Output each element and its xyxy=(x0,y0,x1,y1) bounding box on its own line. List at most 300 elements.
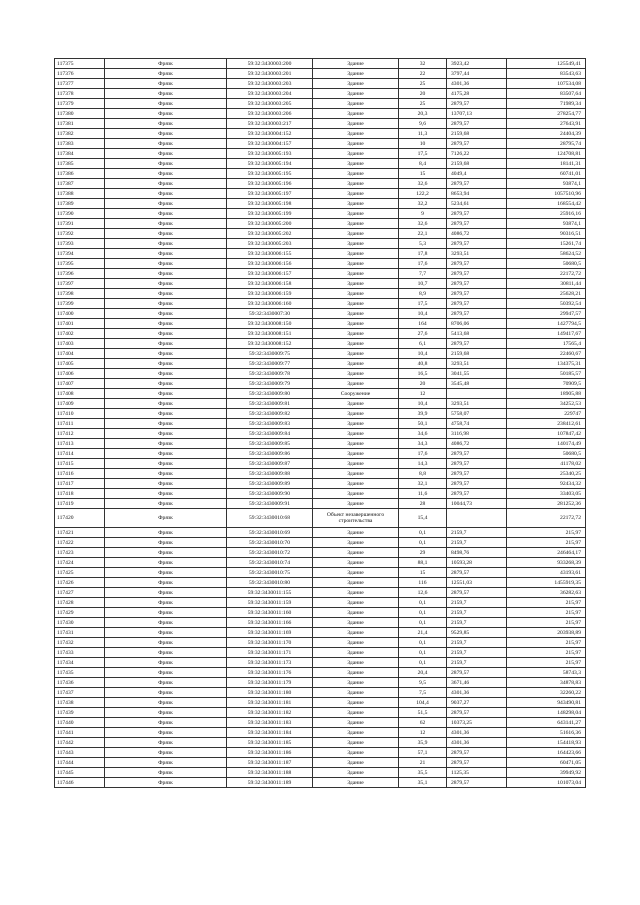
object-type-cell: Здание xyxy=(313,399,399,409)
object-type-cell: Здание xyxy=(313,528,399,538)
value-cell: 58624,52 xyxy=(507,249,586,259)
cadastral-number-cell: 59:32:3430005:202 xyxy=(227,229,313,239)
value-cell: 18905,88 xyxy=(507,389,586,399)
table-row xyxy=(55,219,586,229)
rate-cell: 2159,7 xyxy=(447,618,507,628)
object-type-cell: Здание xyxy=(313,568,399,578)
district-cell: Фрязк xyxy=(105,778,227,788)
area-cell: 116 xyxy=(399,578,447,588)
rate-cell: 2879,57 xyxy=(447,778,507,788)
cadastral-number-cell: 59:32:3430011:186 xyxy=(227,748,313,758)
value-cell: 154418,93 xyxy=(507,738,586,748)
row-id-cell: 117443 xyxy=(55,748,105,758)
object-type-cell: Здание xyxy=(313,319,399,329)
row-id-cell: 117395 xyxy=(55,259,105,269)
area-cell: 32,6 xyxy=(399,219,447,229)
cadastral-number-cell: 59:32:3430009:83 xyxy=(227,419,313,429)
object-type-cell: Здание xyxy=(313,608,399,618)
value-cell: 70909,5 xyxy=(507,379,586,389)
district-cell: Фрязк xyxy=(105,159,227,169)
row-id-cell: 117394 xyxy=(55,249,105,259)
rate-cell: 2159,7 xyxy=(447,648,507,658)
cadastral-number-cell: 59:32:3430011:166 xyxy=(227,618,313,628)
district-cell: Фрязк xyxy=(105,229,227,239)
row-id-cell: 117412 xyxy=(55,429,105,439)
row-id-cell: 117434 xyxy=(55,658,105,668)
value-cell: 229747 xyxy=(507,409,586,419)
area-cell: 21,4 xyxy=(399,628,447,638)
table-row xyxy=(55,329,586,339)
cadastral-number-cell: 59:32:3430003:200 xyxy=(227,59,313,69)
area-cell: 10,4 xyxy=(399,309,447,319)
value-cell: 215,97 xyxy=(507,598,586,608)
district-cell: Фрязк xyxy=(105,578,227,588)
district-cell: Фрязк xyxy=(105,718,227,728)
cadastral-number-cell: 59:32:3430011:173 xyxy=(227,658,313,668)
rate-cell: 4301,36 xyxy=(447,728,507,738)
rate-cell: 9529,85 xyxy=(447,628,507,638)
row-id-cell: 117423 xyxy=(55,548,105,558)
district-cell: Фрязк xyxy=(105,568,227,578)
object-type-cell: Здание xyxy=(313,209,399,219)
object-type-cell: Объект незавершенного строительства xyxy=(313,509,399,528)
rate-cell: 10044,73 xyxy=(447,499,507,509)
area-cell: 8,9 xyxy=(399,289,447,299)
value-cell: 1057510,96 xyxy=(507,189,586,199)
object-type-cell: Здание xyxy=(313,678,399,688)
value-cell: 34878,83 xyxy=(507,678,586,688)
object-type-cell: Здание xyxy=(313,618,399,628)
district-cell: Фрязк xyxy=(105,618,227,628)
rate-cell: 4758,74 xyxy=(447,419,507,429)
rate-cell: 2879,57 xyxy=(447,309,507,319)
object-type-cell: Здание xyxy=(313,299,399,309)
table-row xyxy=(55,479,586,489)
row-id-cell: 117422 xyxy=(55,538,105,548)
table-row xyxy=(55,69,586,79)
value-cell: 124708,81 xyxy=(507,149,586,159)
cadastral-number-cell: 59:32:3430010:69 xyxy=(227,528,313,538)
cadastral-number-cell: 59:32:3430009:85 xyxy=(227,439,313,449)
value-cell: 41178,02 xyxy=(507,459,586,469)
row-id-cell: 117439 xyxy=(55,708,105,718)
table-row xyxy=(55,469,586,479)
object-type-cell: Здание xyxy=(313,99,399,109)
area-cell: 17,5 xyxy=(399,299,447,309)
value-cell: 215,97 xyxy=(507,658,586,668)
district-cell: Фрязк xyxy=(105,399,227,409)
area-cell: 11,3 xyxy=(399,129,447,139)
district-cell: Фрязк xyxy=(105,319,227,329)
row-id-cell: 117426 xyxy=(55,578,105,588)
district-cell: Фрязк xyxy=(105,678,227,688)
value-cell: 50185,57 xyxy=(507,369,586,379)
area-cell: 22 xyxy=(399,69,447,79)
area-cell: 10,4 xyxy=(399,399,447,409)
rate-cell: 2159,7 xyxy=(447,528,507,538)
value-cell: 60471,05 xyxy=(507,758,586,768)
object-type-cell: Здание xyxy=(313,748,399,758)
area-cell: 10 xyxy=(399,139,447,149)
district-cell: Фрязк xyxy=(105,219,227,229)
district-cell: Фрязк xyxy=(105,379,227,389)
table-row xyxy=(55,449,586,459)
object-type-cell: Здание xyxy=(313,628,399,638)
district-cell: Фрязк xyxy=(105,538,227,548)
district-cell: Фрязк xyxy=(105,369,227,379)
rate-cell: 8706,06 xyxy=(447,319,507,329)
value-cell: 933268,39 xyxy=(507,558,586,568)
object-type-cell: Здание xyxy=(313,359,399,369)
rate-cell xyxy=(447,509,507,528)
table-row xyxy=(55,728,586,738)
table-row xyxy=(55,748,586,758)
table-row xyxy=(55,389,586,399)
table-row xyxy=(55,558,586,568)
district-cell: Фрязк xyxy=(105,69,227,79)
row-id-cell: 117420 xyxy=(55,509,105,528)
row-id-cell: 117404 xyxy=(55,349,105,359)
table-row xyxy=(55,79,586,89)
object-type-cell: Здание xyxy=(313,688,399,698)
cadastral-number-cell: 59:32:3430008:152 xyxy=(227,339,313,349)
object-type-cell: Здание xyxy=(313,149,399,159)
row-id-cell: 117387 xyxy=(55,179,105,189)
value-cell: 1455919,35 xyxy=(507,578,586,588)
table-row xyxy=(55,199,586,209)
district-cell: Фрязк xyxy=(105,768,227,778)
table-row xyxy=(55,708,586,718)
table-row xyxy=(55,159,586,169)
row-id-cell: 117432 xyxy=(55,638,105,648)
area-cell: 122,2 xyxy=(399,189,447,199)
rate-cell: 3116,98 xyxy=(447,429,507,439)
row-id-cell: 117442 xyxy=(55,738,105,748)
row-id-cell: 117408 xyxy=(55,389,105,399)
area-cell: 35,9 xyxy=(399,738,447,748)
table-row xyxy=(55,259,586,269)
cadastral-number-cell: 59:32:3430006:158 xyxy=(227,279,313,289)
rate-cell: 4049,4 xyxy=(447,169,507,179)
cadastral-number-cell: 59:32:3430009:80 xyxy=(227,389,313,399)
area-cell: 0,1 xyxy=(399,618,447,628)
row-id-cell: 117383 xyxy=(55,139,105,149)
rate-cell: 4301,36 xyxy=(447,688,507,698)
object-type-cell: Здание xyxy=(313,259,399,269)
value-cell: 27643,91 xyxy=(507,119,586,129)
rate-cell: 3797,44 xyxy=(447,69,507,79)
area-cell: 88,1 xyxy=(399,558,447,568)
cadastral-number-cell: 59:32:3430011:187 xyxy=(227,758,313,768)
cadastral-number-cell: 59:32:3430011:182 xyxy=(227,708,313,718)
table-row xyxy=(55,119,586,129)
row-id-cell: 117389 xyxy=(55,199,105,209)
table-row xyxy=(55,588,586,598)
rate-cell: 2159,68 xyxy=(447,349,507,359)
row-id-cell: 117433 xyxy=(55,648,105,658)
value-cell: 92434,32 xyxy=(507,479,586,489)
rate-cell: 2159,7 xyxy=(447,638,507,648)
table-row xyxy=(55,349,586,359)
district-cell: Фрязк xyxy=(105,79,227,89)
rate-cell: 5758,07 xyxy=(447,409,507,419)
value-cell: 93874,1 xyxy=(507,219,586,229)
cadastral-number-cell: 59:32:3430011:180 xyxy=(227,688,313,698)
district-cell: Фрязк xyxy=(105,499,227,509)
rate-cell: 2879,57 xyxy=(447,119,507,129)
district-cell: Фрязк xyxy=(105,439,227,449)
cadastral-number-cell: 59:32:3430011:185 xyxy=(227,738,313,748)
cadastral-number-cell: 59:32:3430009:81 xyxy=(227,399,313,409)
district-cell: Фрязк xyxy=(105,509,227,528)
value-cell: 50680,5 xyxy=(507,259,586,269)
table-row xyxy=(55,239,586,249)
district-cell: Фрязк xyxy=(105,329,227,339)
district-cell: Фрязк xyxy=(105,558,227,568)
district-cell: Фрязк xyxy=(105,59,227,69)
value-cell: 25916,16 xyxy=(507,209,586,219)
row-id-cell: 117414 xyxy=(55,449,105,459)
area-cell: 21 xyxy=(399,758,447,768)
row-id-cell: 117427 xyxy=(55,588,105,598)
cadastral-number-cell: 59:32:3430005:194 xyxy=(227,159,313,169)
area-cell: 20 xyxy=(399,89,447,99)
table-row xyxy=(55,289,586,299)
object-type-cell: Здание xyxy=(313,369,399,379)
rate-cell: 3293,51 xyxy=(447,399,507,409)
object-type-cell: Здание xyxy=(313,179,399,189)
area-cell: 12,6 xyxy=(399,588,447,598)
cadastral-number-cell: 59:32:3430011:176 xyxy=(227,668,313,678)
rate-cell: 2879,57 xyxy=(447,449,507,459)
object-type-cell: Здание xyxy=(313,638,399,648)
area-cell: 0,1 xyxy=(399,598,447,608)
district-cell: Фрязк xyxy=(105,409,227,419)
cadastral-number-cell: 59:32:3430011:188 xyxy=(227,768,313,778)
cadastral-number-cell: 59:32:3430005:203 xyxy=(227,239,313,249)
district-cell: Фрязк xyxy=(105,419,227,429)
object-type-cell: Здание xyxy=(313,409,399,419)
row-id-cell: 117380 xyxy=(55,109,105,119)
row-id-cell: 117425 xyxy=(55,568,105,578)
district-cell: Фрязк xyxy=(105,339,227,349)
object-type-cell: Здание xyxy=(313,429,399,439)
district-cell: Фрязк xyxy=(105,279,227,289)
cadastral-number-cell: 59:32:3430011:169 xyxy=(227,628,313,638)
value-cell: 149417,67 xyxy=(507,329,586,339)
area-cell: 17,8 xyxy=(399,249,447,259)
table-row xyxy=(55,439,586,449)
rate-cell: 2879,57 xyxy=(447,668,507,678)
cadastral-number-cell: 59:32:3430009:84 xyxy=(227,429,313,439)
rate-cell: 2879,57 xyxy=(447,339,507,349)
area-cell: 5,3 xyxy=(399,239,447,249)
rate-cell: 4301,36 xyxy=(447,738,507,748)
district-cell: Фрязк xyxy=(105,588,227,598)
district-cell: Фрязк xyxy=(105,738,227,748)
object-type-cell: Здание xyxy=(313,758,399,768)
object-type-cell: Здание xyxy=(313,469,399,479)
value-cell: 215,97 xyxy=(507,648,586,658)
row-id-cell: 117429 xyxy=(55,608,105,618)
object-type-cell: Здание xyxy=(313,279,399,289)
object-type-cell: Здание xyxy=(313,379,399,389)
row-id-cell: 117377 xyxy=(55,79,105,89)
district-cell: Фрязк xyxy=(105,598,227,608)
table-row xyxy=(55,269,586,279)
object-type-cell: Здание xyxy=(313,778,399,788)
row-id-cell: 117405 xyxy=(55,359,105,369)
row-id-cell: 117411 xyxy=(55,419,105,429)
object-type-cell: Здание xyxy=(313,558,399,568)
object-type-cell: Здание xyxy=(313,249,399,259)
cadastral-number-cell: 59:32:3430009:78 xyxy=(227,369,313,379)
area-cell: 9,6 xyxy=(399,119,447,129)
district-cell: Фрязк xyxy=(105,658,227,668)
rate-cell: 13707,13 xyxy=(447,109,507,119)
object-type-cell: Здание xyxy=(313,329,399,339)
cadastral-number-cell: 59:32:3430010:70 xyxy=(227,538,313,548)
cadastral-number-cell: 59:32:3430009:87 xyxy=(227,459,313,469)
area-cell: 9,5 xyxy=(399,678,447,688)
row-id-cell: 117376 xyxy=(55,69,105,79)
cadastral-number-cell: 59:32:3430003:203 xyxy=(227,79,313,89)
cadastral-number-cell: 59:32:3430006:160 xyxy=(227,299,313,309)
district-cell: Фрязк xyxy=(105,289,227,299)
value-cell: 71989,34 xyxy=(507,99,586,109)
rate-cell: 3293,51 xyxy=(447,249,507,259)
row-id-cell: 117419 xyxy=(55,499,105,509)
cadastral-number-cell: 59:32:3430005:197 xyxy=(227,189,313,199)
object-type-cell: Здание xyxy=(313,548,399,558)
value-cell: 24404,39 xyxy=(507,129,586,139)
district-cell: Фрязк xyxy=(105,628,227,638)
table-row xyxy=(55,169,586,179)
table-row xyxy=(55,768,586,778)
area-cell: 34,6 xyxy=(399,429,447,439)
object-type-cell: Здание xyxy=(313,129,399,139)
area-cell: 62 xyxy=(399,718,447,728)
row-id-cell: 117382 xyxy=(55,129,105,139)
object-type-cell: Здание xyxy=(313,668,399,678)
value-cell: 33403,05 xyxy=(507,489,586,499)
table-row xyxy=(55,99,586,109)
district-cell: Фрязк xyxy=(105,99,227,109)
district-cell: Фрязк xyxy=(105,608,227,618)
rate-cell: 2159,7 xyxy=(447,538,507,548)
table-row xyxy=(55,319,586,329)
cadastral-number-cell: 59:32:3430009:77 xyxy=(227,359,313,369)
table-row xyxy=(55,189,586,199)
district-cell: Фрязк xyxy=(105,139,227,149)
district-cell: Фрязк xyxy=(105,528,227,538)
table-row xyxy=(55,429,586,439)
value-cell: 107847,42 xyxy=(507,429,586,439)
table-row xyxy=(55,179,586,189)
rate-cell: 2879,57 xyxy=(447,489,507,499)
rate-cell: 8498,76 xyxy=(447,548,507,558)
row-id-cell: 117406 xyxy=(55,369,105,379)
object-type-cell: Здание xyxy=(313,229,399,239)
value-cell: 25628,21 xyxy=(507,289,586,299)
value-cell: 25340,25 xyxy=(507,469,586,479)
table-row xyxy=(55,229,586,239)
value-cell: 17565,4 xyxy=(507,339,586,349)
object-type-cell: Здание xyxy=(313,119,399,129)
area-cell: 10,7 xyxy=(399,279,447,289)
district-cell: Фрязк xyxy=(105,249,227,259)
value-cell: 278254,77 xyxy=(507,109,586,119)
area-cell: 22,1 xyxy=(399,229,447,239)
area-cell: 57,1 xyxy=(399,748,447,758)
table-row xyxy=(55,379,586,389)
value-cell: 203938,89 xyxy=(507,628,586,638)
row-id-cell: 117401 xyxy=(55,319,105,329)
district-cell: Фрязк xyxy=(105,698,227,708)
row-id-cell: 117381 xyxy=(55,119,105,129)
value-cell: 58743,3 xyxy=(507,668,586,678)
value-cell: 22172,72 xyxy=(507,509,586,528)
object-type-cell: Здание xyxy=(313,728,399,738)
district-cell: Фрязк xyxy=(105,688,227,698)
row-id-cell: 117407 xyxy=(55,379,105,389)
object-type-cell: Здание xyxy=(313,339,399,349)
value-cell: 215,97 xyxy=(507,638,586,648)
area-cell: 34,3 xyxy=(399,439,447,449)
object-type-cell: Сооружение xyxy=(313,389,399,399)
table-row xyxy=(55,548,586,558)
row-id-cell: 117424 xyxy=(55,558,105,568)
value-cell: 101073,04 xyxy=(507,778,586,788)
area-cell: 9 xyxy=(399,209,447,219)
rate-cell: 2879,57 xyxy=(447,239,507,249)
value-cell: 238412,61 xyxy=(507,419,586,429)
district-cell: Фрязк xyxy=(105,179,227,189)
row-id-cell: 117446 xyxy=(55,778,105,788)
cadastral-number-cell: 59:32:3430007:30 xyxy=(227,309,313,319)
object-type-cell: Здание xyxy=(313,718,399,728)
cadastral-number-cell: 59:32:3430011:160 xyxy=(227,608,313,618)
rate-cell: 3041,55 xyxy=(447,369,507,379)
cadastral-number-cell: 59:32:3430010:74 xyxy=(227,558,313,568)
table-row xyxy=(55,419,586,429)
table-row xyxy=(55,139,586,149)
table-row xyxy=(55,718,586,728)
rate-cell: 2879,57 xyxy=(447,708,507,718)
rate-cell: 2879,57 xyxy=(447,259,507,269)
rate-cell: 2879,57 xyxy=(447,209,507,219)
object-type-cell: Здание xyxy=(313,489,399,499)
object-type-cell: Здание xyxy=(313,349,399,359)
row-id-cell: 117392 xyxy=(55,229,105,239)
area-cell: 32,2 xyxy=(399,199,447,209)
row-id-cell: 117441 xyxy=(55,728,105,738)
value-cell: 22460,67 xyxy=(507,349,586,359)
table-row xyxy=(55,578,586,588)
value-cell: 1427794,5 xyxy=(507,319,586,329)
cadastral-number-cell: 59:32:3430010:80 xyxy=(227,578,313,588)
cadastral-number-cell: 59:32:3430011:183 xyxy=(227,718,313,728)
table-row xyxy=(55,758,586,768)
area-cell: 32,6 xyxy=(399,179,447,189)
value-cell: 140174,49 xyxy=(507,439,586,449)
row-id-cell: 117400 xyxy=(55,309,105,319)
object-type-cell: Здание xyxy=(313,289,399,299)
table-row xyxy=(55,688,586,698)
rate-cell: 4175,28 xyxy=(447,89,507,99)
table-row xyxy=(55,668,586,678)
row-id-cell: 117416 xyxy=(55,469,105,479)
